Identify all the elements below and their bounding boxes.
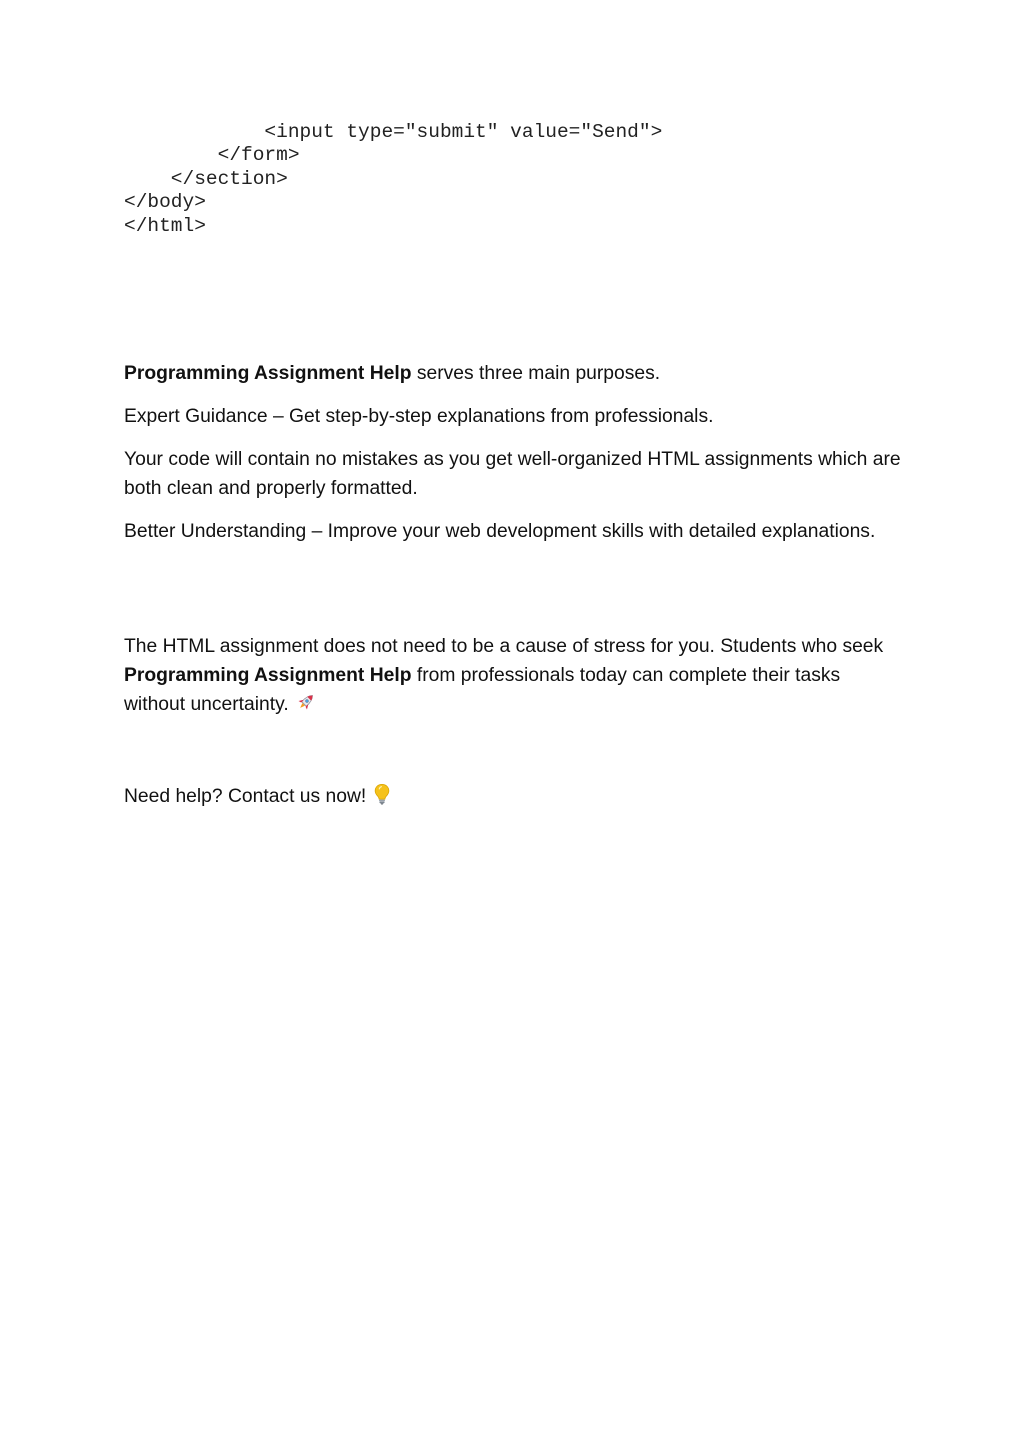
no-mistakes-paragraph <box>124 445 904 503</box>
closing-text-before: The HTML assignment does not need to be a cause of stress for you. Students who seek <box>124 636 884 657</box>
no-mistakes-text: Your code will contain no mistakes as you get well-organized HTML assignments which are both clean and properly formatted. <box>124 449 901 499</box>
expert-guidance-text: Expert Guidance – Get step-by-step explanations from professionals. <box>124 406 714 427</box>
code-line: </form> <box>124 144 300 167</box>
contact-text: Need help? Contact us now! <box>124 786 367 807</box>
purposes-intro-text: serves three main purposes. <box>411 363 661 384</box>
expert-guidance-paragraph <box>124 402 904 431</box>
code-line: <input type="submit" value="Send"> <box>124 121 663 143</box>
better-understanding-paragraph <box>124 517 904 546</box>
closing-text-after: from professionals today can complete their tasks without uncertainty. <box>124 665 841 715</box>
code-line: </body> <box>124 191 206 214</box>
code-line: </html> <box>124 214 206 237</box>
code-snippet <box>124 121 662 238</box>
service-name-bold: Programming Assignment Help <box>124 665 412 686</box>
code-line: </section> <box>124 167 288 190</box>
purposes-intro-paragraph <box>124 359 904 388</box>
lightbulb-icon <box>372 783 392 814</box>
closing-paragraph <box>124 632 904 722</box>
service-name-bold: Programming Assignment Help <box>124 363 412 384</box>
contact-paragraph <box>124 782 904 814</box>
rocket-icon <box>295 691 317 722</box>
better-understanding-text: Better Understanding – Improve your web development skills with detailed explanations. <box>124 521 876 542</box>
